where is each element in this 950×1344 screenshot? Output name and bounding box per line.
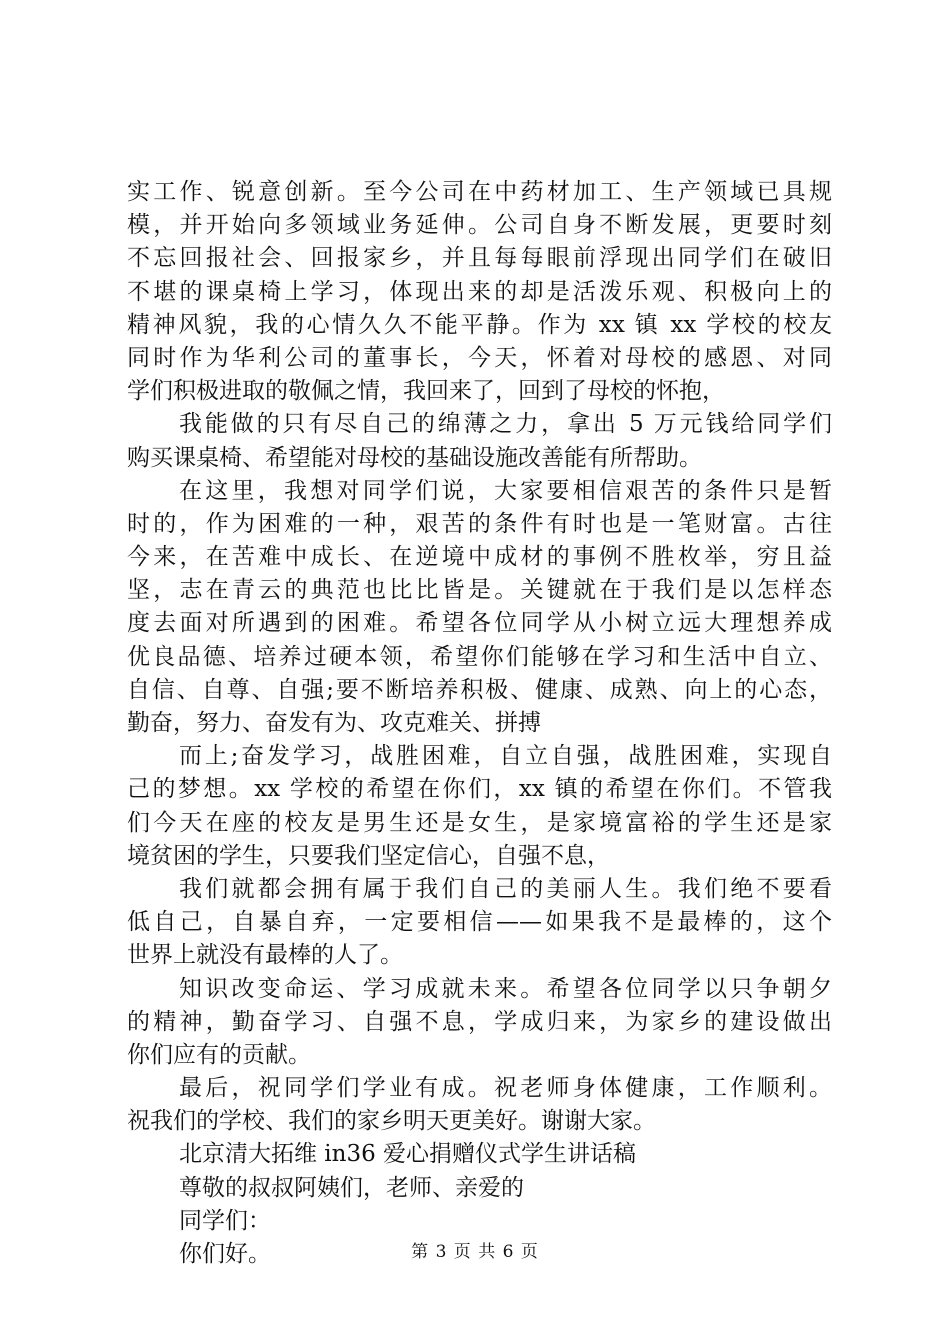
text-line: 今来，在苦难中成长、在逆境中成材的事例不胜枚举，穷且益 [127,544,832,571]
document-body [127,176,832,1271]
text-line: 而上;奋发学习，战胜困难，自立自强，战胜困难，实现自 [179,743,832,770]
text-line: 优良品德、培养过硬本领，希望你们能够在学习和生活中自立、 [127,643,832,670]
text-line: 你们好。 [179,1241,271,1267]
text-line: 同学们： [179,1207,271,1234]
text-line: 精神风貌，我的心情久久不能平静。作为 xx 镇 xx 学校的校友 [127,311,832,338]
text-line: 尊敬的叔叔阿姨们，老师、亲爱的 [179,1174,524,1201]
text-line: 购买课桌椅、希望能对母校的基础设施改善能有所帮助。 [127,444,702,471]
text-line: 低自己，自暴自弃，一定要相信——如果我不是最棒的，这个 [127,909,832,936]
text-line: 你们应有的贡献。 [127,1041,311,1068]
text-line: 祝我们的学校、我们的家乡明天更美好。谢谢大家。 [127,1108,656,1135]
text-line: 不堪的课桌椅上学习，体现出来的却是活泼乐观、积极向上的 [127,278,832,305]
text-line: 度去面对所遇到的困难。希望各位同学从小树立远大理想养成 [127,610,832,637]
text-line: 我能做的只有尽自己的绵薄之力，拿出 5 万元钱给同学们 [179,411,832,438]
text-line: 己的梦想。xx 学校的希望在你们，xx 镇的希望在你们。不管我 [127,776,832,803]
text-line: 坚，志在青云的典范也比比皆是。关键就在于我们是以怎样态 [127,577,832,604]
text-line: 最后，祝同学们学业有成。祝老师身体健康，工作顺利。 [179,1075,832,1102]
text-line: 同时作为华利公司的董事长，今天，怀着对母校的感恩、对同 [127,344,832,371]
text-line: 的精神，勤奋学习、自强不息，学成归来，为家乡的建设做出 [127,1008,832,1035]
text-line: 我们就都会拥有属于我们自己的美丽人生。我们绝不要看 [179,875,832,902]
page-footer: 第 3 页 共 6 页 [411,1242,539,1262]
text-line: 学们积极进取的敬佩之情，我回来了，回到了母校的怀抱， [127,378,725,405]
text-line: 勤奋，努力、奋发有为、攻克难关、拼搏 [127,710,541,736]
text-line: 北京清大拓维 in36 爱心捐赠仪式学生讲话稿 [179,1141,637,1168]
text-line: 知识改变命运、学习成就未来。希望各位同学以只争朝夕 [179,975,832,1002]
text-line: 时的，作为困难的一种，艰苦的条件有时也是一笔财富。古往 [127,510,832,537]
text-line: 世界上就没有最棒的人了。 [127,942,403,969]
text-line: 境贫困的学生，只要我们坚定信心，自强不息， [127,842,610,869]
text-line: 实工作、锐意创新。至今公司在中药材加工、生产领域已具规 [127,179,832,205]
text-line: 自信、自尊、自强;要不断培养积极、健康、成熟、向上的心态， [127,676,832,703]
text-line: 在这里，我想对同学们说，大家要相信艰苦的条件只是暂 [179,477,832,504]
text-line: 们今天在座的校友是男生还是女生，是家境富裕的学生还是家 [127,809,832,836]
text-line: 不忘回报社会、回报家乡，并且每每眼前浮现出同学们在破旧 [127,245,832,272]
text-line: 模，并开始向多领域业务延伸。公司自身不断发展，更要时刻 [127,212,832,239]
